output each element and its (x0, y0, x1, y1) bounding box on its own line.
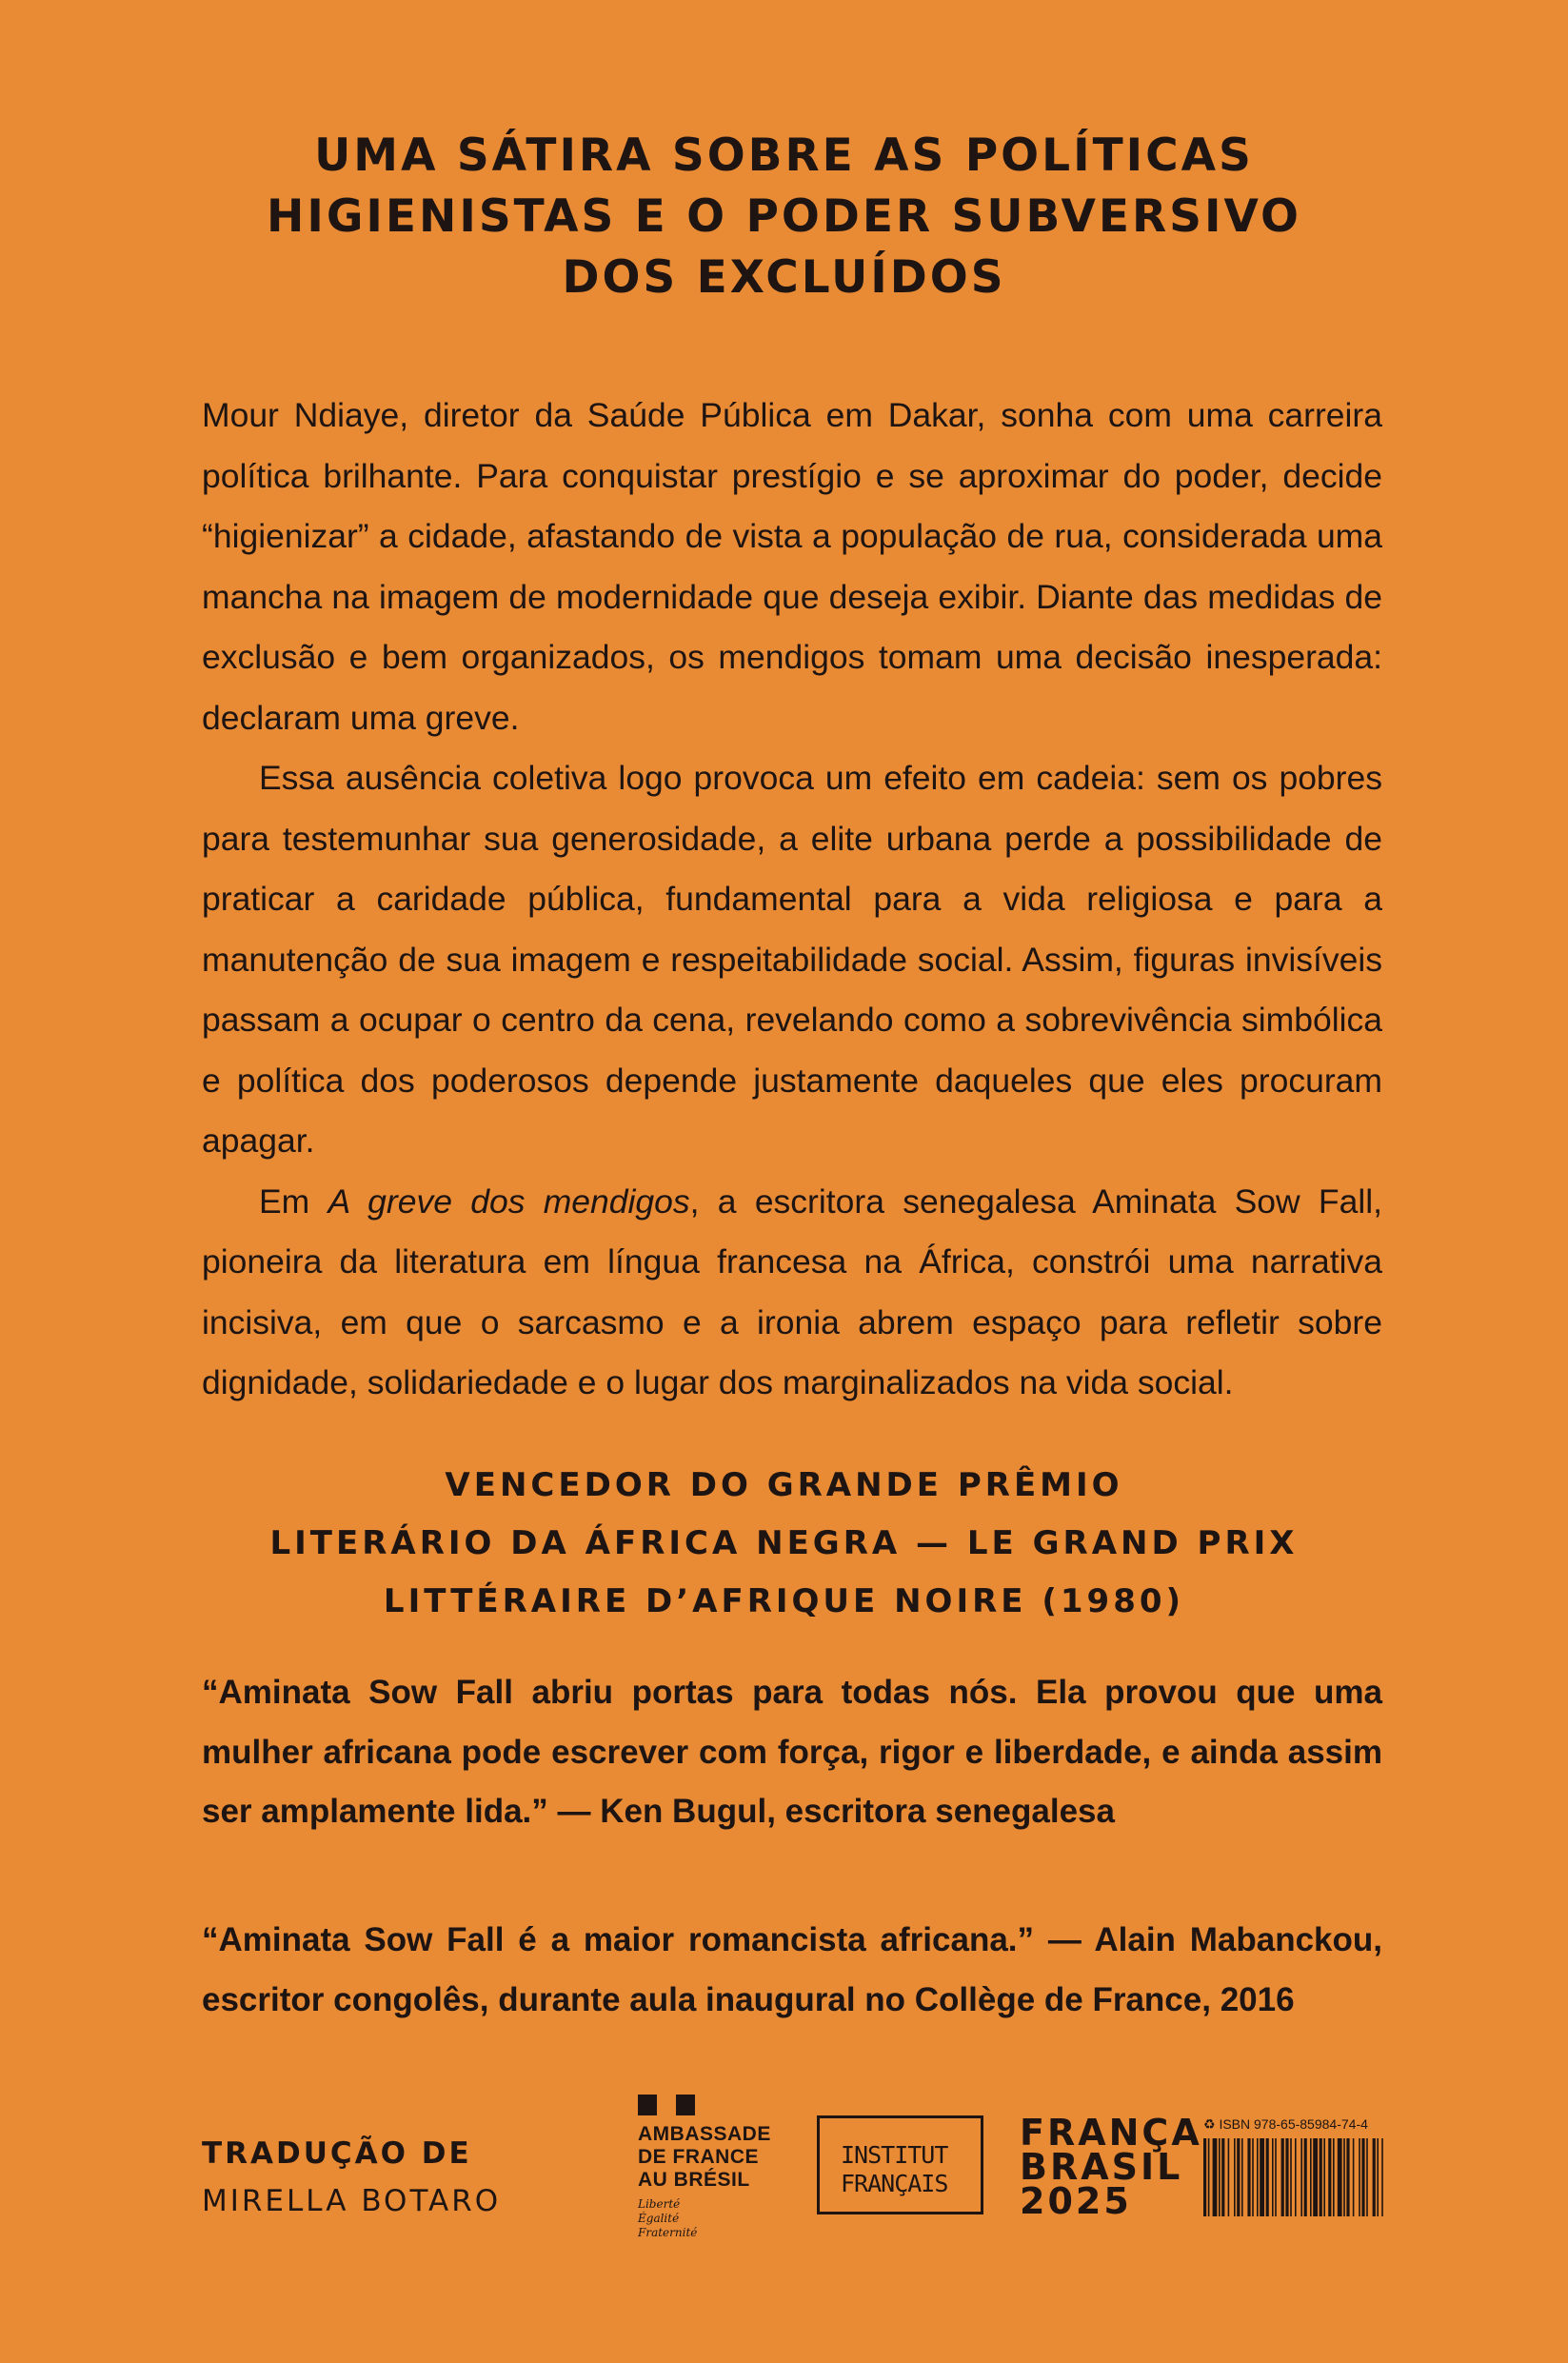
barcode-bar (1373, 2138, 1376, 2216)
headline-line-3: DOS EXCLUÍDOS (562, 251, 1006, 304)
barcode-bar (1234, 2138, 1236, 2216)
barcode-bar (1260, 2138, 1264, 2216)
barcode-bar (1247, 2138, 1250, 2216)
barcode-bar (1338, 2138, 1342, 2216)
flag-stripe-3 (676, 2095, 695, 2115)
barcode-bar (1323, 2138, 1325, 2216)
blurb-alain-mabanckou (202, 1911, 1382, 2030)
barcode-bar (1275, 2138, 1277, 2216)
recycle-icon: ♻ (1203, 2116, 1216, 2132)
barcode-bar (1237, 2138, 1240, 2216)
barcode-bar (1281, 2138, 1284, 2216)
institut-line-1: INSTITUT (841, 2141, 948, 2169)
barcode-bar (1203, 2138, 1206, 2216)
synopsis-p3-rest: , a escritora senegalesa Aminata Sow Fall, pioneira da literatura em língua francesa na África, constrói uma narrativa incisiva, em que o sarcasmo e a ironia abrem espaço para refletir sobre dignidade, solidariedade e o lugar dos marginalizados na vida social. (202, 1182, 1382, 1401)
barcode-bar (1285, 2138, 1288, 2216)
franca-brasil-logo (1020, 2112, 1202, 2222)
barcode-bar (1320, 2138, 1322, 2216)
ambassade-line-2: DE FRANCE (638, 2146, 760, 2168)
barcode-bar (1295, 2138, 1297, 2216)
barcode-bar (1266, 2138, 1269, 2216)
blurb-2-text: “Aminata Sow Fall é a maior romancista africana.” (202, 1921, 1035, 1958)
headline (152, 126, 1416, 308)
ambassade-line-3: AU BRÉSIL (638, 2169, 750, 2191)
republic-motto (638, 2197, 800, 2240)
motto-liberte: Liberté (638, 2197, 681, 2211)
barcode-bar (1313, 2138, 1318, 2216)
flag-stripe-1 (638, 2095, 657, 2115)
ambassade-logo (638, 2095, 800, 2240)
award-line-3: LITTÉRAIRE D’AFRIQUE NOIRE (1980) (383, 1582, 1185, 1620)
institut-francais-logo (817, 2115, 983, 2214)
synopsis (202, 386, 1382, 1414)
motto-egalite: Égalité (638, 2212, 680, 2225)
barcode-bar (1228, 2138, 1230, 2216)
barcode-bar (1381, 2138, 1383, 2216)
barcode-bar (1241, 2138, 1243, 2216)
motto-fraternite: Fraternité (638, 2226, 698, 2239)
award-statement (152, 1457, 1416, 1631)
headline-line-1: UMA SÁTIRA SOBRE AS POLÍTICAS (314, 129, 1254, 182)
blurb-2-attribution: — Alain Mabanckou, escritor congolês, durante aula inaugural no Collège de France, 2016 (202, 1921, 1383, 2018)
barcode-bar (1304, 2138, 1307, 2216)
barcode-bar (1346, 2138, 1349, 2216)
barcode-bar (1257, 2138, 1259, 2216)
translation-credit (202, 2130, 501, 2225)
blurb-1-attribution: — Ken Bugul, escritora senegalesa (547, 1793, 1115, 1830)
barcode-bar (1221, 2138, 1224, 2216)
isbn-label (1203, 2115, 1384, 2133)
barcode-bar (1208, 2138, 1210, 2216)
book-title: A greve dos mendigos (327, 1182, 690, 1221)
synopsis-paragraph-1: Mour Ndiaye, diretor da Saúde Pública em Dakar, sonha com uma carreira política brilhante. Para conquistar prestígio e se aproximar do poder, decide “higienizar” a cidade, afastando de vista a população de rua, considerada uma mancha na imagem de modernidade que deseja exibir. Diante das medidas de exclusão e bem organizados, os mendigos tomam uma decisão inesperada: declaram uma greve. (202, 396, 1382, 737)
barcode-bar (1359, 2138, 1360, 2216)
barcode-bar (1328, 2138, 1331, 2216)
barcode-bar (1353, 2138, 1355, 2216)
synopsis-p3-lead: Em (259, 1182, 328, 1221)
blurb-1-text: “Aminata Sow Fall abriu portas para todas nós. Ela provou que uma mulher africana pode escrever com força, rigor e liberdade, e ainda assim ser amplamente lida.” (202, 1674, 1382, 1830)
barcode-bar (1366, 2138, 1368, 2216)
flag-stripe-2 (657, 2095, 676, 2115)
franca-brasil-line-1: FRANÇA (1020, 2112, 1202, 2154)
translator-name: MIRELLA BOTARO (202, 2184, 502, 2218)
marianne-icon (638, 2095, 695, 2115)
barcode-bar (1377, 2138, 1379, 2216)
barcode-bar (1272, 2138, 1274, 2216)
barcode-bar (1290, 2138, 1292, 2216)
synopsis-paragraph-2: Essa ausência coletiva logo provoca um efeito em cadeia: sem os pobres para testemunhar sua generosidade, a elite urbana perde a possibilidade de praticar a caridade pública, fundamental para a vida religiosa e para a manutenção de sua imagem e respeitabilidade social. Assim, figuras invisíveis passam a ocupar o centro da cena, revelando como a sobrevivência simbólica e política dos poderosos depende justamente daqueles que eles procuram apagar. (202, 759, 1382, 1160)
synopsis-paragraph-3 (202, 1172, 1382, 1414)
barcode (1203, 2138, 1384, 2216)
franca-brasil-line-3: 2025 (1020, 2180, 1132, 2222)
barcode-bar (1310, 2138, 1312, 2216)
franca-brasil-line-2: BRASIL (1020, 2146, 1183, 2188)
barcode-bar (1252, 2138, 1254, 2216)
isbn-number: ISBN 978-65-85984-74-4 (1219, 2116, 1368, 2132)
isbn-block (1203, 2115, 1384, 2216)
award-line-2: LITERÁRIO DA ÁFRICA NEGRA — LE GRAND PRIX (269, 1524, 1299, 1562)
barcode-bar (1213, 2138, 1218, 2216)
barcode-bar (1300, 2138, 1302, 2216)
ambassade-line-1: AMBASSADE (638, 2123, 771, 2145)
blurb-ken-bugul (202, 1663, 1382, 1842)
barcode-bar (1219, 2138, 1221, 2216)
barcode-bar (1343, 2138, 1345, 2216)
barcode-bar (1361, 2138, 1364, 2216)
institut-line-2: FRANÇAIS (841, 2170, 948, 2197)
barcode-bar (1333, 2138, 1335, 2216)
headline-line-2: HIGIENISTAS E O PODER SUBVERSIVO (267, 190, 1301, 243)
award-line-1: VENCEDOR DO GRANDE PRÊMIO (445, 1466, 1123, 1504)
translation-label: TRADUÇÃO DE (202, 2136, 472, 2171)
